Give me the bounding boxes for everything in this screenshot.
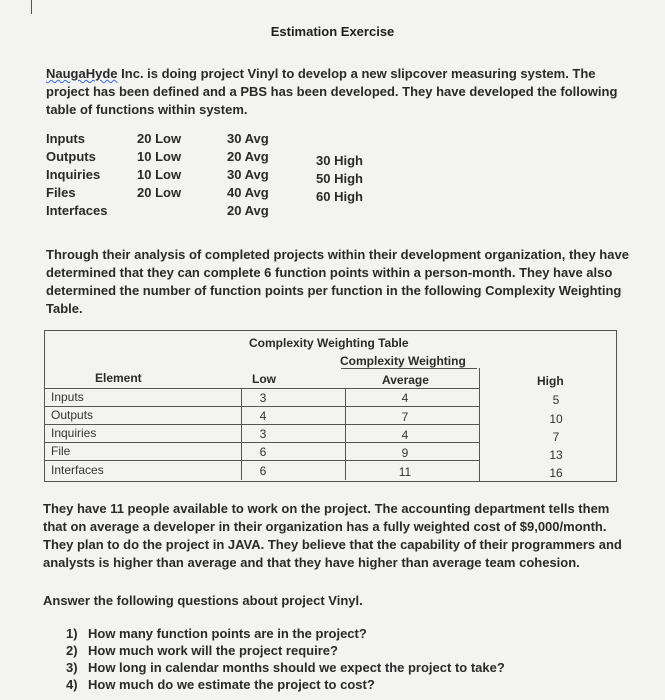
question-item — [66, 642, 505, 659]
row-high: 5 — [552, 393, 560, 407]
function-low-count: 10 Low — [137, 167, 182, 182]
question-list — [66, 625, 505, 693]
header-average: Average — [382, 373, 429, 387]
function-avg-count: 20 Avg — [227, 149, 269, 164]
complexity-weighting-table — [44, 330, 617, 482]
row-low: 4 — [259, 409, 267, 423]
row-average: 4 — [401, 391, 409, 405]
row-element: Outputs — [51, 408, 94, 422]
function-name: Inquiries — [46, 167, 101, 182]
question-text: How much work will the project require? — [88, 643, 338, 658]
complexity-weighting-header: Complexity Weighting — [340, 354, 466, 368]
function-name: Files — [46, 185, 76, 200]
function-avg-count: 40 Avg — [227, 185, 269, 200]
table-caption: Complexity Weighting Table — [249, 336, 409, 350]
row-average: 11 — [398, 465, 412, 479]
row-element: File — [51, 444, 71, 458]
function-high-count: 30 High — [316, 153, 363, 168]
row-high: 13 — [549, 448, 563, 462]
function-avg-column — [227, 130, 269, 220]
row-low: 6 — [259, 445, 267, 459]
header-high: High — [537, 374, 564, 388]
function-low-count: 20 Low — [137, 131, 182, 146]
question-text: How much do we estimate the project to cost? — [88, 677, 375, 692]
question-number: 2) — [66, 643, 78, 658]
question-number: 1) — [66, 626, 78, 641]
analysis-paragraph: Through their analysis of completed projects within their development organization, they have determined that they can complete 6 function points within a person-month. They have also determined the number of function points per function in the following Complexity Weighting Table. — [46, 247, 629, 316]
question-text: How many function points are in the project? — [88, 626, 367, 641]
row-low: 3 — [259, 391, 267, 405]
function-name: Interfaces — [46, 203, 108, 218]
row-average: 4 — [401, 428, 409, 442]
function-name: Inputs — [46, 131, 85, 146]
row-element: Interfaces — [51, 463, 104, 477]
function-high-count: 50 High — [316, 171, 363, 186]
header-low: Low — [252, 372, 276, 386]
column-line — [345, 388, 346, 480]
function-low-count: 10 Low — [137, 149, 182, 164]
intro-text: Inc. is doing project Vinyl to develop a new slipcover measuring system. The project has been defined and a PBS has been developed. They have developed the following table of functions within system. — [46, 66, 618, 117]
group-header-underline — [341, 368, 477, 369]
row-high: 10 — [549, 412, 563, 426]
question-item — [66, 659, 505, 676]
question-number: 4) — [66, 677, 78, 692]
function-name: Outputs — [46, 149, 96, 164]
header-element: Element — [95, 371, 142, 385]
row-average: 9 — [401, 446, 409, 460]
function-avg-count: 30 Avg — [227, 131, 269, 146]
row-element: Inputs — [51, 390, 84, 404]
question-number: 3) — [66, 660, 78, 675]
function-high-column — [316, 152, 363, 206]
row-high: 7 — [552, 430, 560, 444]
row-low: 6 — [259, 464, 267, 478]
question-text: How long in calendar months should we expect the project to take? — [88, 660, 505, 675]
question-item — [66, 625, 505, 642]
company-name: NaugaHyde — [46, 66, 118, 81]
function-low-column — [137, 130, 181, 202]
instruction: Answer the following questions about project Vinyl. — [43, 593, 363, 608]
page-title: Estimation Exercise — [270, 24, 395, 39]
function-avg-count: 30 Avg — [227, 167, 269, 182]
function-names-column — [46, 130, 107, 220]
row-low: 3 — [259, 427, 267, 441]
row-high: 16 — [549, 466, 563, 480]
row-element: Inquiries — [51, 426, 97, 440]
column-line — [241, 388, 242, 480]
row-average: 7 — [401, 410, 409, 424]
intro-paragraph — [46, 65, 636, 119]
column-line — [479, 368, 480, 481]
resources-paragraph: They have 11 people available to work on the project. The accounting department tells them that on average a developer in their organization has a fully weighted cost of $9,000/month. They plan to do the project in JAVA. They believe that the capability of their programmers and analysts is higher than average and that they have higher than average team cohesion. — [43, 501, 622, 570]
function-avg-count: 20 Avg — [227, 203, 269, 218]
text-cursor — [31, 0, 32, 14]
question-item — [66, 676, 505, 693]
function-low-count: 20 Low — [137, 185, 182, 200]
function-high-count: 60 High — [316, 189, 363, 204]
